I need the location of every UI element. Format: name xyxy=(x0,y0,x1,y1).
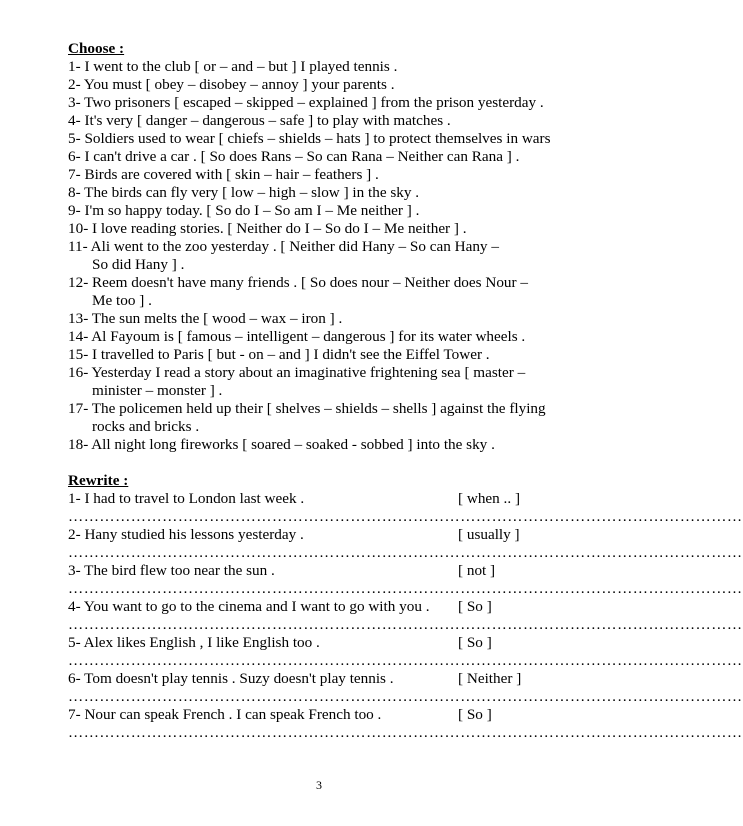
answer-line[interactable]: ………………………………………………………………………………………………………………… xyxy=(68,652,743,669)
choose-item-10: 10- I love reading stories. [ Neither do I – So do I – Me neither ] . xyxy=(68,220,467,237)
answer-line[interactable]: ………………………………………………………………………………………………………………… xyxy=(68,508,743,525)
choose-item-18: 18- All night long fireworks [ soared – soaked - sobbed ] into the sky . xyxy=(68,436,495,453)
rewrite-sentence: 4- You want to go to the cinema and I want to go with you . xyxy=(68,598,430,615)
choose-heading: Choose : xyxy=(68,40,125,57)
choose-item-6: 6- I can't drive a car . [ So does Rans – So can Rana – Neither can Rana ] . xyxy=(68,148,520,165)
choose-item-13: 13- The sun melts the [ wood – wax – iron ] . xyxy=(68,310,343,327)
rewrite-item xyxy=(68,526,743,562)
choose-item-16-continuation: minister – monster ] . xyxy=(92,382,223,399)
choose-item-2: 2- You must [ obey – disobey – annoy ] your parents . xyxy=(68,76,395,93)
rewrite-sentence: 6- Tom doesn't play tennis . Suzy doesn't play tennis . xyxy=(68,670,394,687)
choose-item-11-continuation: So did Hany ] . xyxy=(92,256,185,273)
rewrite-item xyxy=(68,634,743,670)
rewrite-item xyxy=(68,598,743,634)
answer-line[interactable]: ………………………………………………………………………………………………………………… xyxy=(68,688,743,705)
answer-line[interactable]: ………………………………………………………………………………………………………………… xyxy=(68,580,743,597)
rewrite-sentence: 7- Nour can speak French . I can speak French too . xyxy=(68,706,382,723)
choose-item-8: 8- The birds can fly very [ low – high – slow ] in the sky . xyxy=(68,184,420,201)
rewrite-item xyxy=(68,490,743,526)
choose-item-17-continuation: rocks and bricks . xyxy=(92,418,200,435)
page-number: 3 xyxy=(316,778,322,792)
rewrite-item xyxy=(68,670,743,706)
choose-item-17: 17- The policemen held up their [ shelves – shields – shells ] against the flying xyxy=(68,400,546,417)
choose-item-1: 1- I went to the club [ or – and – but ] I played tennis . xyxy=(68,58,398,75)
choose-item-12-continuation: Me too ] . xyxy=(92,292,152,309)
choose-item-7: 7- Birds are covered with [ skin – hair – feathers ] . xyxy=(68,166,379,183)
rewrite-hint: [ usually ] xyxy=(458,526,520,543)
rewrite-sentence: 1- I had to travel to London last week . xyxy=(68,490,305,507)
rewrite-hint: [ not ] xyxy=(458,562,496,579)
rewrite-hint: [ So ] xyxy=(458,598,492,615)
choose-item-4: 4- It's very [ danger – dangerous – safe ] to play with matches . xyxy=(68,112,451,129)
choose-item-9: 9- I'm so happy today. [ So do I – So am I – Me neither ] . xyxy=(68,202,420,219)
choose-item-15: 15- I travelled to Paris [ but - on – and ] I didn't see the Eiffel Tower . xyxy=(68,346,490,363)
rewrite-sentence: 2- Hany studied his lessons yesterday . xyxy=(68,526,304,543)
choose-item-3: 3- Two prisoners [ escaped – skipped – explained ] from the prison yesterday . xyxy=(68,94,544,111)
answer-line[interactable]: ………………………………………………………………………………………………………………… xyxy=(68,724,743,741)
rewrite-heading: Rewrite : xyxy=(68,472,129,489)
rewrite-hint: [ So ] xyxy=(458,706,492,723)
choose-item-5: 5- Soldiers used to wear [ chiefs – shields – hats ] to protect themselves in wars xyxy=(68,130,551,147)
rewrite-item xyxy=(68,706,743,742)
choose-list xyxy=(68,58,578,454)
rewrite-sentence: 5- Alex likes English , I like English too . xyxy=(68,634,320,651)
choose-item-11: 11- Ali went to the zoo yesterday . [ Neither did Hany – So can Hany – xyxy=(68,238,499,255)
worksheet xyxy=(68,40,743,742)
choose-item-16: 16- Yesterday I read a story about an imaginative frightening sea [ master – xyxy=(68,364,526,381)
section-spacer xyxy=(68,454,578,472)
answer-line[interactable]: ………………………………………………………………………………………………………………… xyxy=(68,544,743,561)
choose-item-12: 12- Reem doesn't have many friends . [ So does nour – Neither does Nour – xyxy=(68,274,528,291)
rewrite-hint: [ Neither ] xyxy=(458,670,522,687)
rewrite-hint: [ when .. ] xyxy=(458,490,520,507)
answer-line[interactable]: ………………………………………………………………………………………………………………… xyxy=(68,616,743,633)
rewrite-list xyxy=(68,490,743,742)
choose-item-14: 14- Al Fayoum is [ famous – intelligent – dangerous ] for its water wheels . xyxy=(68,328,526,345)
rewrite-sentence: 3- The bird flew too near the sun . xyxy=(68,562,275,579)
rewrite-hint: [ So ] xyxy=(458,634,492,651)
rewrite-item xyxy=(68,562,743,598)
